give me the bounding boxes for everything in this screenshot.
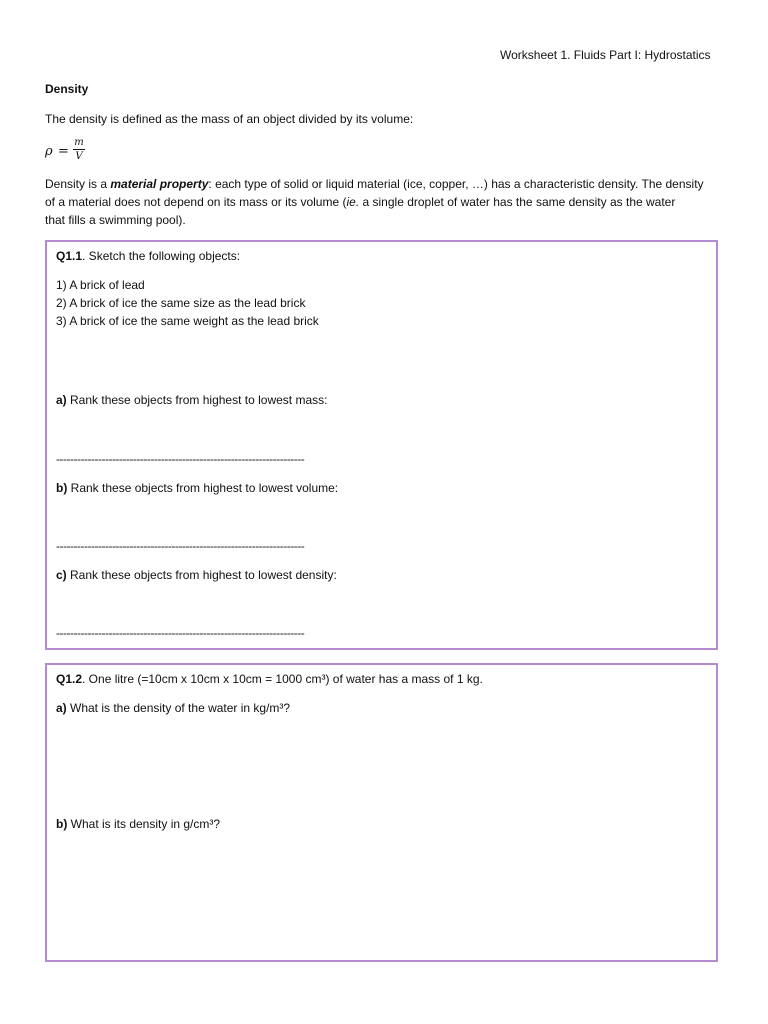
q11-part-c: c) Rank these objects from highest to lowest density: bbox=[56, 568, 337, 582]
formula-denominator: V bbox=[75, 151, 83, 162]
q11-title: Q1.1. Sketch the following objects: bbox=[56, 249, 241, 263]
q11-object-list bbox=[56, 276, 319, 330]
list-item: 1) A brick of lead bbox=[56, 278, 145, 292]
page-header: Worksheet 1. Fluids Part I: Hydrostatics bbox=[500, 48, 711, 62]
list-item: 2) A brick of ice the same size as the lead brick bbox=[56, 296, 306, 310]
density-formula bbox=[45, 137, 125, 167]
q12-part-a: a) What is the density of the water in kg/m³? bbox=[56, 701, 291, 715]
question-1-1-box bbox=[45, 240, 718, 650]
q11-label: Q1.1 bbox=[56, 249, 83, 263]
formula-numerator: m bbox=[74, 137, 84, 148]
q11-part-b: b) Rank these objects from highest to lowest volume: bbox=[56, 481, 339, 495]
question-1-2-box bbox=[45, 663, 718, 962]
density-definition: The density is defined as the mass of an object divided by its volume: bbox=[45, 112, 414, 126]
formula-equals: = bbox=[58, 144, 69, 159]
q12-title: Q1.2. One litre (=10cm x 10cm x 10cm = 1000 cm³) of water has a mass of 1 kg. bbox=[56, 672, 483, 686]
q11-answer-line-b: ----------------------------------------------------------------------- bbox=[56, 539, 305, 553]
q11-part-a: a) Rank these objects from highest to lowest mass: bbox=[56, 393, 328, 407]
paragraph-line-3: that fills a swimming pool). bbox=[45, 213, 186, 227]
section-title: Density bbox=[45, 82, 89, 96]
material-property-paragraph bbox=[45, 175, 722, 229]
q11-answer-line-c: ----------------------------------------------------------------------- bbox=[56, 626, 305, 640]
q12-label: Q1.2 bbox=[56, 672, 83, 686]
paragraph-line-2: of a material does not depend on its mass or its volume (ie. a single droplet of water has the same density as the water bbox=[45, 195, 676, 209]
paragraph-line-1: Density is a material property: each type of solid or liquid material (ice, copper, …) has a characteristic density. The density bbox=[45, 177, 704, 191]
q12-part-b: b) What is its density in g/cm³? bbox=[56, 817, 221, 831]
fraction-bar bbox=[73, 149, 85, 150]
q11-answer-line-a: ----------------------------------------------------------------------- bbox=[56, 452, 305, 466]
formula-rho: ρ bbox=[45, 144, 53, 159]
list-item: 3) A brick of ice the same weight as the lead brick bbox=[56, 314, 319, 328]
formula-fraction bbox=[73, 137, 85, 162]
material-property-term: material property bbox=[110, 177, 209, 191]
